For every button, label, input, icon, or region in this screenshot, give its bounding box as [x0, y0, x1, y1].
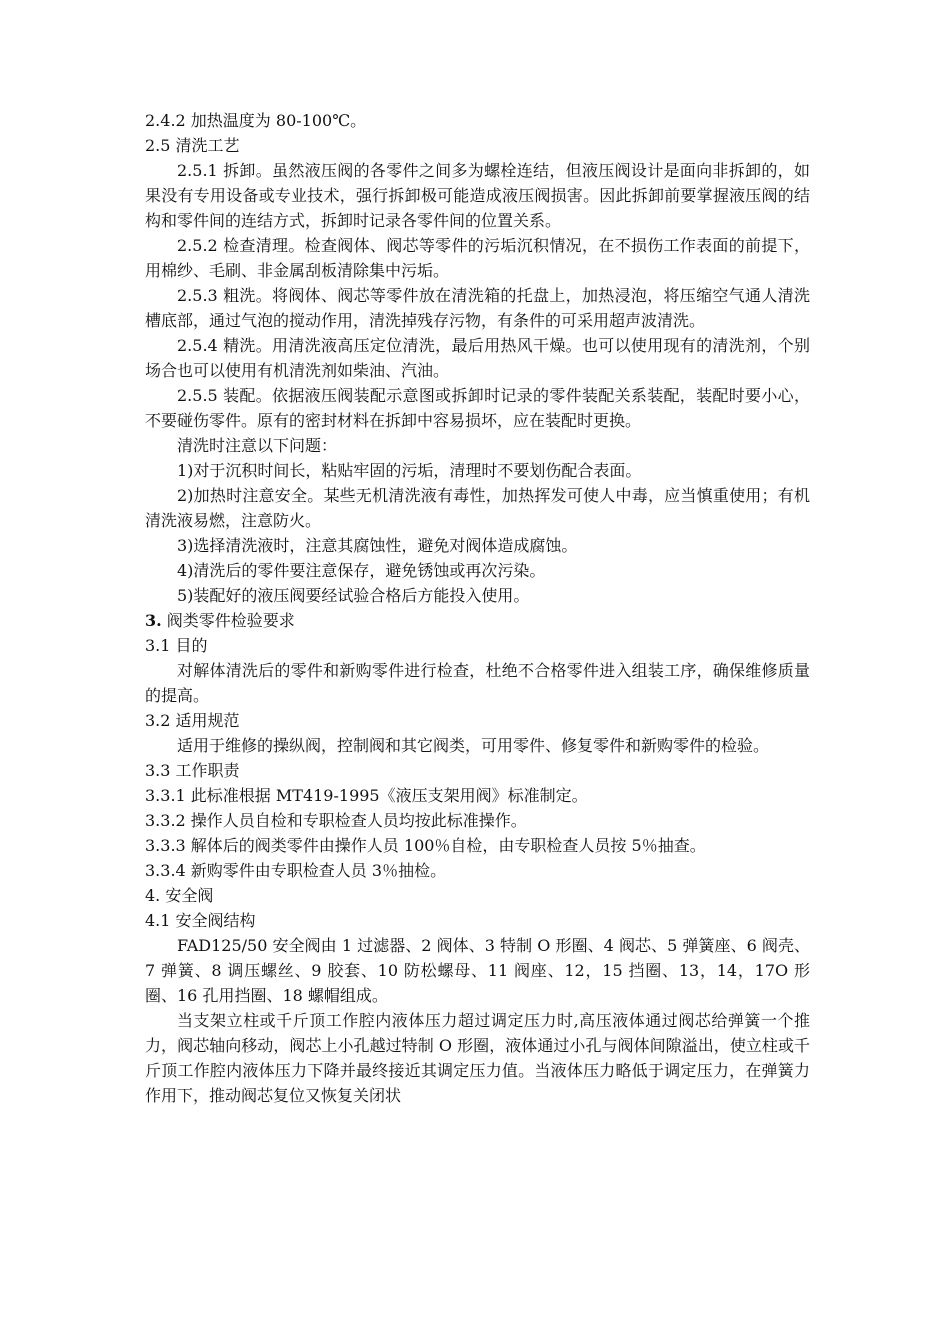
section-number: 3.	[145, 611, 162, 630]
paragraph: 当支架立柱或千斤顶工作腔内液体压力超过调定压力时,高压液体通过阀芯给弹簧一个推力，阀芯轴向移动，阀芯上小孔越过特制 O 形圈，液体通过小孔与阀体间隙溢出，使立柱或千斤顶工作腔内液体压力下降并最终接近其调定压力值。当液体压力略低于调定压力，在弹簧力作用下，推动阀芯复位又恢复关闭状	[145, 1011, 810, 1105]
paragraph: 2.5.1 拆卸。虽然液压阀的各零件之间多为螺栓连结，但液压阀设计是面向非拆卸的，如果没有专用设备或专业技术，强行拆卸极可能造成液压阀损害。因此拆卸前要掌握液压阀的结构和零件间的连结方式，拆卸时记录各零件间的位置关系。	[145, 161, 810, 230]
text-line: 3.3.4 新购零件由专职检查人员 3％抽检。	[145, 861, 447, 880]
paragraph: 清洗时注意以下问题：	[177, 436, 338, 455]
section-heading: 4. 安全阀	[145, 886, 214, 905]
list-item: 4)清洗后的零件要注意保存，避免锈蚀或再次污染。	[177, 561, 546, 580]
subsection-heading: 4.1 安全阀结构	[145, 911, 256, 930]
section-heading: 2.5 清洗工艺	[145, 136, 240, 155]
list-item: 2)加热时注意安全。某些无机清洗液有毒性，加热挥发可使人中毒，应当慎重使用；有机清洗液易燃，注意防火。	[145, 486, 810, 530]
subsection-heading: 3.3 工作职责	[145, 761, 240, 780]
paragraph: 2.5.5 装配。依据液压阀装配示意图或拆卸时记录的零件装配关系装配，装配时要小心，不要碰伤零件。原有的密封材料在拆卸中容易损坏，应在装配时更换。	[145, 386, 810, 430]
paragraph: FAD125/50 安全阀由 1 过滤器、2 阀体、3 特制 O 形圈、4 阀芯、5 弹簧座、6 阀壳、7 弹簧、8 调压螺丝、9 胶套、10 防松螺母、11 阀座、12，15 挡圈、13，14，17O 形圈、16 孔用挡圈、18 螺帽组成。	[145, 936, 810, 1005]
section-title: 阀类零件检验要求	[161, 611, 295, 630]
text-line: 2.4.2 加热温度为 80-100℃。	[145, 111, 367, 130]
paragraph: 适用于维修的操纵阀，控制阀和其它阀类，可用零件、修复零件和新购零件的检验。	[177, 736, 770, 755]
section-heading	[145, 608, 810, 633]
list-item: 5)装配好的液压阀要经试验合格后方能投入使用。	[177, 586, 530, 605]
list-item: 1)对于沉积时间长，粘贴牢固的污垢，清理时不要划伤配合表面。	[177, 461, 642, 480]
paragraph: 对解体清洗后的零件和新购零件进行检查，杜绝不合格零件进入组装工序，确保维修质量的提高。	[145, 661, 810, 705]
subsection-heading: 3.1 目的	[145, 636, 208, 655]
paragraph: 2.5.3 粗洗。将阀体、阀芯等零件放在清洗箱的托盘上，加热浸泡，将压缩空气通人清洗槽底部，通过气泡的搅动作用，清洗掉残存污物，有条件的可采用超声波清洗。	[145, 286, 810, 330]
document-page	[145, 108, 810, 1108]
subsection-heading: 3.2 适用规范	[145, 711, 240, 730]
text-line: 3.3.2 操作人员自检和专职检查人员均按此标准操作。	[145, 811, 527, 830]
paragraph: 2.5.2 检查清理。检查阀体、阀芯等零件的污垢沉积情况，在不损伤工作表面的前提下，用棉纱、毛刷、非金属刮板清除集中污垢。	[145, 236, 810, 280]
paragraph: 2.5.4 精洗。用清洗液高压定位清洗，最后用热风干燥。也可以使用现有的清洗剂，个别场合也可以使用有机清洗剂如柴油、汽油。	[145, 336, 810, 380]
text-line: 3.3.3 解体后的阀类零件由操作人员 100％自检，由专职检查人员按 5％抽查。	[145, 836, 706, 855]
text-line: 3.3.1 此标准根据 MT419-1995《液压支架用阀》标准制定。	[145, 786, 588, 805]
list-item: 3)选择清洗液时，注意其腐蚀性，避免对阀体造成腐蚀。	[177, 536, 578, 555]
